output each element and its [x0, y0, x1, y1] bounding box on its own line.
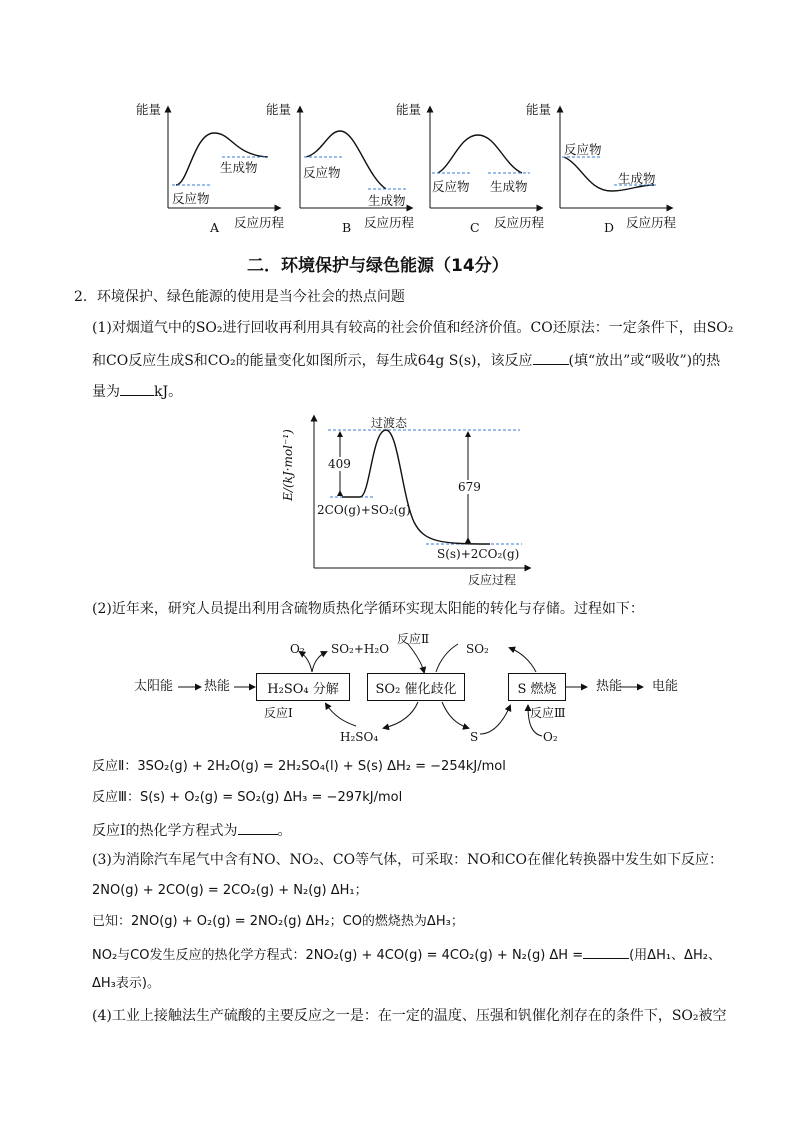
- chart-c-reactant-label: 反应物: [432, 179, 470, 194]
- chart-d-id: D: [604, 220, 615, 235]
- q1-line-2: [92, 352, 720, 368]
- q3-line-1: (3)为消除汽车尾气中含有NO、NO₂、CO等气体，可采取：NO和CO在催化转换器中发生如下反应：: [92, 852, 724, 868]
- diagram-transition-label: 过渡态: [371, 416, 408, 430]
- diagram-products-label: S(s)+2CO₂(g): [437, 547, 520, 561]
- flow-s: S: [470, 730, 479, 744]
- q1-line-3-text: 量为: [92, 384, 120, 400]
- flow-o2-bottom: O₂: [543, 730, 558, 744]
- q1-line-1: (1)对烟道气中的SO₂进行回收再利用具有较高的社会价值和经济价值。CO还原法：一定条件下，由SO₂: [92, 320, 734, 336]
- chart-b-product-label: 生成物: [368, 193, 406, 208]
- chart-d-x-label: 反应历程: [626, 215, 677, 230]
- q3-line-2: 2NO(g) + 2CO(g) = 2CO₂(g) + N₂(g) ΔH₁；: [92, 883, 368, 898]
- question-stem: 2．环境保护、绿色能源的使用是当今社会的热点问题: [74, 289, 405, 305]
- chart-b-y-label: 能量: [266, 102, 292, 117]
- diagram-x-label: 反应过程: [468, 573, 517, 587]
- diagram-y-label: E/(kJ·mol⁻¹): [280, 429, 295, 501]
- answer-blank-reaction-1[interactable]: [238, 822, 278, 835]
- chart-d-y-label: 能量: [526, 102, 552, 117]
- flow-so2-h2o: SO₂+H₂O: [331, 642, 390, 656]
- section-title: 二．环境保护与绿色能源（14分）: [247, 256, 509, 276]
- chart-d-product-label: 生成物: [618, 171, 656, 186]
- chart-a-reactant-label: 反应物: [172, 191, 210, 206]
- flow-solar: 太阳能: [134, 679, 174, 694]
- chart-b-reactant-label: 反应物: [303, 165, 341, 180]
- chart-b-x-label: 反应历程: [364, 215, 415, 230]
- q1-line-3-unit: kJ。: [154, 384, 183, 400]
- flow-so2-top: SO₂: [466, 642, 489, 656]
- diagram-reverse-value: 679: [458, 480, 481, 494]
- flow-reaction-1: 反应Ⅰ: [264, 706, 293, 720]
- q3-line-5: ΔH₃表示)。: [92, 976, 160, 991]
- flow-heat-1: 热能: [204, 679, 231, 694]
- box-s-combustion: S 燃烧: [508, 673, 566, 701]
- q1-line-2-text: 和CO反应生成S和CO₂的能量变化如图所示，每生成64g S(s)，该反应: [92, 353, 533, 369]
- box-h2so4-decomposition: H₂SO₄ 分解: [256, 673, 350, 701]
- equation-reaction-2: 反应Ⅱ：3SO₂(g) + 2H₂O(g) = 2H₂SO₄(l) + S(s) ΔH₂ = −254kJ/mol: [92, 759, 506, 774]
- equation-reaction-3: 反应Ⅲ：S(s) + O₂(g) = SO₂(g) ΔH₃ = −297kJ/mol: [92, 790, 403, 805]
- chart-c-product-label: 生成物: [490, 179, 528, 194]
- chart-b-id: B: [342, 220, 352, 235]
- energy-profile-diagram: [290, 400, 540, 595]
- q1-line-3: [92, 383, 182, 399]
- q2-ask: [92, 822, 292, 838]
- q3-line-4-text: NO₂与CO发生反应的热化学方程式：2NO₂(g) + 4CO(g) = 4CO₂(g) + N₂(g) ΔH =: [92, 948, 584, 963]
- flow-o2-top: O₂: [290, 642, 305, 656]
- flow-electric: 电能: [652, 679, 679, 694]
- flow-heat-2: 热能: [596, 679, 623, 694]
- q1-line-2-hint: (填“放出”或“吸收”)的热: [568, 353, 721, 369]
- q3-line-3: 已知：2NO(g) + O₂(g) = 2NO₂(g) ΔH₂；CO的燃烧热为ΔH₃；: [92, 914, 464, 929]
- chart-c-y-label: 能量: [396, 102, 422, 117]
- q2-intro: (2)近年来，研究人员提出利用含硫物质热化学循环实现太阳能的转化与存储。过程如下：: [92, 601, 644, 617]
- box-so2-disproportionation: SO₂ 催化歧化: [367, 673, 465, 701]
- q2-ask-text: 反应Ⅰ的热化学方程式为: [92, 823, 238, 839]
- diagram-reactants-label: 2CO(g)+SO₂(g): [317, 503, 411, 517]
- chart-c-x-label: 反应历程: [494, 215, 545, 230]
- answer-blank-heat-value[interactable]: [120, 383, 154, 396]
- chart-a-product-label: 生成物: [220, 160, 258, 175]
- flow-reaction-2: 反应Ⅱ: [397, 632, 430, 646]
- q4-line-1: (4)工业上接触法生产硫酸的主要反应之一是：在一定的温度、压强和钒催化剂存在的条件下，SO₂被空: [92, 1008, 727, 1024]
- q3-line-4-hint: (用ΔH₁、ΔH₂、: [629, 948, 721, 963]
- chart-d-reactant-label: 反应物: [564, 142, 602, 157]
- q2-ask-end: 。: [277, 823, 292, 839]
- diagram-activation-value: 409: [328, 457, 351, 471]
- chart-a-y-label: 能量: [136, 102, 162, 117]
- q3-line-4: [92, 946, 721, 962]
- chart-a-id: A: [210, 220, 220, 235]
- chart-a-x-label: 反应历程: [234, 215, 285, 230]
- flow-h2so4: H₂SO₄: [340, 730, 379, 744]
- answer-blank-heat-direction[interactable]: [533, 352, 569, 365]
- flow-reaction-3: 反应Ⅲ: [530, 706, 566, 720]
- answer-blank-delta-h[interactable]: [583, 946, 629, 959]
- chart-c-id: C: [470, 220, 480, 235]
